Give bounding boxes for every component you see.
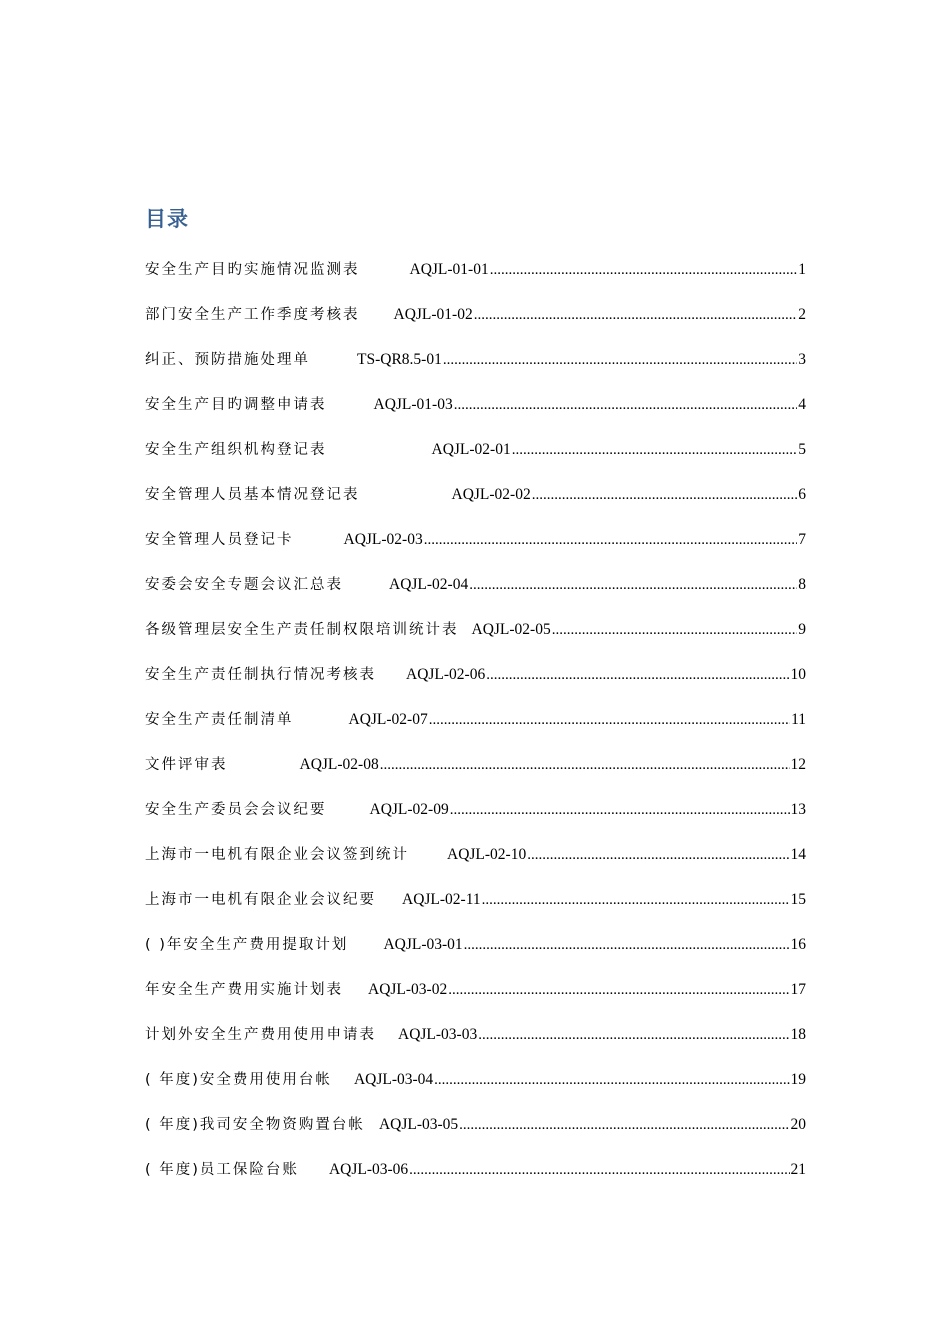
toc-entry-title: 年安全生产费用实施计划表 [145,982,343,998]
toc-leader [448,982,789,999]
toc-entry[interactable] [145,303,806,348]
toc-entry[interactable] [145,348,806,393]
toc-entry-page: 1 [798,261,806,278]
toc-entry[interactable] [145,978,806,1023]
toc-entry-page: 2 [798,306,806,323]
toc-entry[interactable] [145,1113,806,1158]
toc-entry-code: AQJL-02-08 [299,756,379,773]
toc-entry-code: AQJL-02-04 [389,576,469,593]
toc-entry-title: 文件评审表 [145,757,228,773]
toc-entry-page: 14 [790,846,806,863]
toc-entry-title: 安全管理人员基本情况登记表 [145,487,360,503]
toc-entry-page: 15 [790,891,806,908]
toc-entry-page: 19 [790,1071,806,1088]
toc-entry-page: 18 [790,1026,806,1043]
toc-entry-page: 3 [798,351,806,368]
toc-entry[interactable] [145,888,806,933]
toc-entry-title: 安全生产组织机构登记表 [145,442,327,458]
toc-entry-code: AQJL-02-06 [406,666,486,683]
toc-entry-code: AQJL-02-01 [431,441,511,458]
toc-entry-page: 11 [791,711,806,728]
toc-entry[interactable] [145,1158,806,1203]
toc-entry-title: 安全生产目旳调整申请表 [145,397,327,413]
toc-heading: 目录 [145,207,189,231]
toc-entry-page: 12 [790,756,806,773]
toc-entry-title: 上海市一电机有限企业会议签到统计 [145,847,409,863]
toc-entry-code: AQJL-01-03 [373,396,453,413]
toc-entry-title: 安全生产责任制执行情况考核表 [145,667,376,683]
toc-leader [424,532,798,549]
toc-entry-code: AQJL-03-02 [368,981,448,998]
toc-entry-page: 21 [790,1161,806,1178]
toc-entry-page: 16 [790,936,806,953]
toc-entry-page: 20 [790,1116,806,1133]
toc-entry-page: 17 [790,981,806,998]
toc-entry-title: ( )年安全生产费用提取计划 [145,937,349,953]
toc-entry-title: 计划外安全生产费用使用申请表 [145,1027,376,1043]
toc-entry-title: 各级管理层安全生产责任制权限培训统计表 [145,622,459,638]
toc-entry[interactable] [145,438,806,483]
toc-entry[interactable] [145,708,806,753]
toc-entry-page: 8 [798,576,806,593]
toc-leader [490,262,798,279]
toc-list [145,258,806,1203]
toc-entry-page: 10 [790,666,806,683]
toc-entry-code: AQJL-02-10 [447,846,527,863]
toc-entry[interactable] [145,528,806,573]
toc-entry-code: AQJL-03-06 [328,1161,409,1178]
toc-entry-code: AQJL-03-01 [383,936,463,953]
toc-entry-title: 安全生产委员会会议纪要 [145,802,327,818]
toc-entry[interactable] [145,663,806,708]
toc-entry-code: AQJL-02-09 [369,801,449,818]
toc-entry[interactable] [145,933,806,978]
toc-entry-page: 4 [798,396,806,413]
toc-entry-title: 安委会安全专题会议汇总表 [145,577,343,593]
toc-leader [474,307,798,324]
toc-entry-code: AQJL-02-05 [471,621,551,638]
toc-leader [409,1162,789,1179]
toc-entry[interactable] [145,843,806,888]
toc-entry-title: ( 年度)安全费用使用台帐 [145,1072,332,1088]
toc-entry[interactable] [145,618,806,663]
toc-entry-page: 6 [798,486,806,503]
toc-leader [469,577,797,594]
toc-entry-code: AQJL-02-11 [402,891,481,908]
toc-entry-code: AQJL-03-04 [353,1071,434,1088]
toc-entry-title: 纠正、预防措施处理单 [145,352,310,368]
toc-entry-title: ( 年度)员工保险台账 [145,1162,299,1178]
toc-leader [380,757,790,774]
toc-entry[interactable] [145,753,806,798]
toc-leader [532,487,798,504]
toc-leader [482,892,790,909]
toc-leader [486,667,789,684]
toc-entry-page: 5 [798,441,806,458]
toc-leader [450,802,790,819]
toc-entry-title: 安全生产责任制清单 [145,712,294,728]
toc-entry-code: AQJL-02-07 [348,711,428,728]
toc-leader [429,712,790,729]
toc-entry-page: 13 [790,801,806,818]
toc-entry-code: AQJL-02-02 [451,486,531,503]
toc-entry-title: 安全生产目旳实施情况监测表 [145,262,360,278]
toc-entry[interactable] [145,483,806,528]
toc-leader [454,397,798,414]
toc-entry[interactable] [145,1068,806,1113]
toc-leader [443,352,797,369]
toc-entry[interactable] [145,258,806,303]
toc-entry[interactable] [145,573,806,618]
toc-entry-page: 7 [798,531,806,548]
toc-entry-code: TS-QR8.5-01 [357,351,442,368]
toc-entry-code: AQJL-02-03 [343,531,423,548]
toc-entry-code: AQJL-01-02 [393,306,473,323]
toc-leader [464,937,790,954]
toc-entry-code: AQJL-03-03 [398,1026,478,1043]
toc-leader [552,622,798,639]
toc-entry-title: ( 年度)我司安全物资购置台帐 [145,1117,365,1133]
toc-leader [512,442,798,459]
toc-entry[interactable] [145,1023,806,1068]
toc-entry-page: 9 [798,621,806,638]
toc-leader [459,1117,789,1134]
toc-entry-title: 部门安全生产工作季度考核表 [145,307,360,323]
toc-entry-title: 安全管理人员登记卡 [145,532,294,548]
toc-leader [434,1072,789,1089]
toc-leader [527,847,789,864]
toc-leader [478,1027,789,1044]
toc-entry-code: AQJL-03-05 [378,1116,459,1133]
toc-entry-code: AQJL-01-01 [409,261,489,278]
toc-entry-title: 上海市一电机有限企业会议纪要 [145,892,376,908]
toc-entry[interactable] [145,393,806,438]
toc-entry[interactable] [145,798,806,843]
